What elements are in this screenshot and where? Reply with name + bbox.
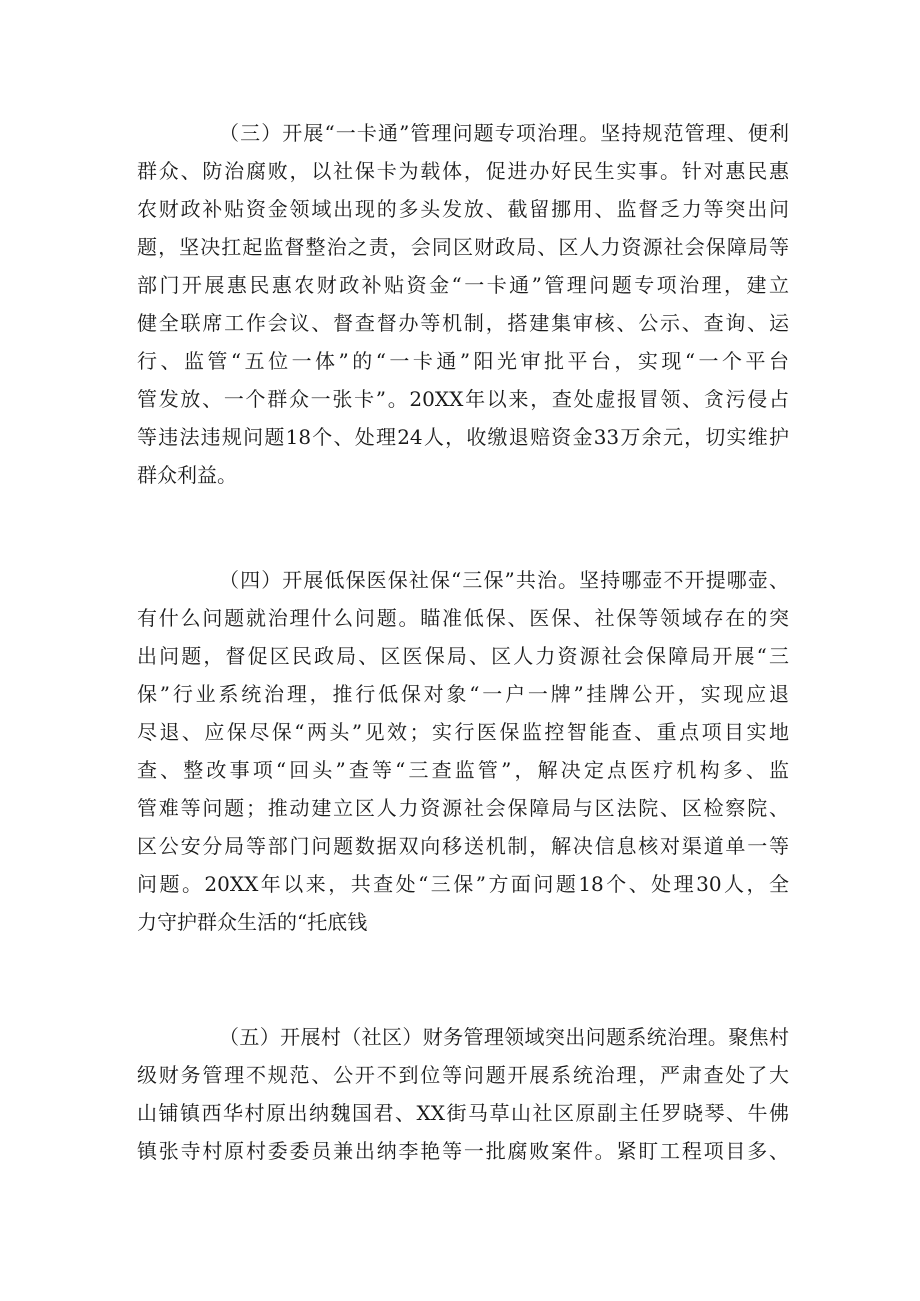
paragraph-wu (137, 1018, 789, 1170)
text-line: 群众利益。 (137, 463, 237, 487)
text-line: 管发放、一个群众一张卡”。20XX年以来，查处虚报冒领、贪污侵占 (137, 387, 789, 411)
text-line: 保”行业系统治理，推行低保对象“一户一牌”挂牌公开，实现应退 (137, 682, 789, 706)
text-line: 尽退、应保尽保“两头”见效；实行医保监控智能查、重点项目实地 (137, 720, 789, 744)
text-line: 健全联席工作会议、督查督办等机制，搭建集审核、公示、查询、运 (137, 311, 789, 335)
text-line: 级财务管理不规范、公开不到位等问题开展系统治理，严肃查处了大 (137, 1063, 789, 1087)
text-line: 有什么问题就治理什么问题。瞄准低保、医保、社保等领域存在的突 (137, 606, 789, 630)
text-line: 等违法违规问题18个、处理24人，收缴退赔资金33万余元，切实维护 (137, 425, 789, 449)
text-line: 查、整改事项“回头”查等“三查监管”，解决定点医疗机构多、监 (137, 758, 789, 782)
paragraph-san (137, 114, 789, 494)
text-line: 镇张寺村原村委委员兼出纳李艳等一批腐败案件。紧盯工程项目多、 (137, 1139, 789, 1163)
text-line: 行、监管“五位一体”的“一卡通”阳光审批平台，实现“一个平台 (137, 349, 789, 373)
text-line: （四）开展低保医保社保“三保”共治。坚持哪壶不开提哪壶、 (219, 568, 789, 592)
text-line: 题，坚决扛起监督整治之责，会同区财政局、区人力资源社会保障局等 (137, 235, 789, 259)
text-line: （五）开展村（社区）财务管理领域突出问题系统治理。聚焦村 (219, 1025, 789, 1049)
text-line: 部门开展惠民惠农财政补贴资金“一卡通”管理问题专项治理，建立 (137, 273, 789, 297)
text-line: 力守护群众生活的“托底钱 (137, 910, 368, 934)
text-line: （三）开展“一卡通”管理问题专项治理。坚持规范管理、便利 (219, 121, 789, 145)
text-line: 出问题，督促区民政局、区医保局、区人力资源社会保障局开展“三 (137, 644, 789, 668)
text-line: 群众、防治腐败，以社保卡为载体，促进办好民生实事。针对惠民惠 (137, 159, 789, 183)
text-line: 区公安分局等部门问题数据双向移送机制，解决信息核对渠道单一等 (137, 834, 789, 858)
paragraph-si (137, 561, 789, 941)
text-line: 农财政补贴资金领域出现的多头发放、截留挪用、监督乏力等突出问 (137, 197, 789, 221)
text-line: 问题。20XX年以来，共查处“三保”方面问题18个、处理30人，全 (137, 872, 789, 896)
text-line: 山铺镇西华村原出纳魏国君、XX街马草山社区原副主任罗晓琴、牛佛 (137, 1101, 789, 1125)
text-line: 管难等问题；推动建立区人力资源社会保障局与区法院、区检察院、 (137, 796, 789, 820)
